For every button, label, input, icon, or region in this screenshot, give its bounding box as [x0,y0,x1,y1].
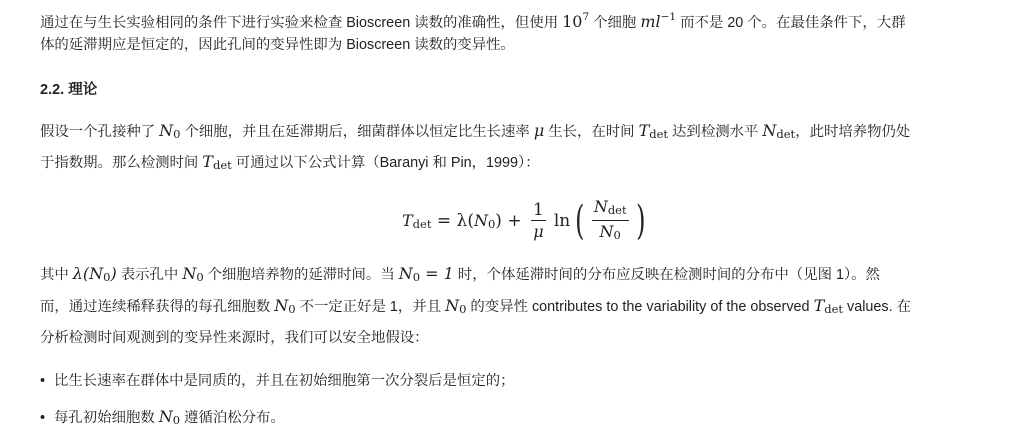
intro-text: 体的延滞期应是恒定的，因此孔间的变异性即为 Bioscreen 读数的变异性。 [40,37,515,53]
formula-N0: N0 [473,211,496,231]
para-text: 达到检测水平 [668,124,763,140]
formula-paren: ( [467,211,474,231]
para-text: 个细胞，并且在延滞期后，细菌群体以恒定比生长速率 [180,124,534,140]
para-text: values. 在 [843,299,912,315]
math-N0: N0 [182,264,204,284]
bullet-dot-icon: • [40,373,46,389]
formula-ln: ln [553,211,571,231]
para-text: 其中 [40,267,73,283]
para2-line-3 [40,328,429,348]
formula-fraction-one-over-mu [531,200,546,242]
para-text: 分析检测时间观测到的变异性来源时，我们可以安全地假设： [40,330,429,346]
para-text: 假设一个孔接种了 [40,124,160,140]
math-N0: N0 [159,121,181,141]
para2-line-1 [40,264,880,287]
list-item [40,371,515,391]
formula-fraction-Ndet-over-N0 [592,197,629,245]
math-Tdet: Tdet [813,296,844,316]
formula-big-paren: ) [635,198,646,244]
math-N0: N0 [445,296,467,316]
fraction-numerator: Ndet [592,197,629,221]
para-text: 的变异性 contributes to the variability of the observed [466,299,814,315]
para-text: 不一定正好是 1，并且 [295,299,446,315]
math-Tdet: Tdet [202,152,232,172]
para2-line-2 [40,296,911,319]
math-Ndet: Ndet [762,121,796,141]
intro-text: 通过在与生长实验相同的条件下进行实验来检查 Bioscreen 读数的准确性，但使用 [40,15,563,31]
para-text: 于指数期。那么检测时间 [40,155,203,171]
para-text: 而，通过连续稀释获得的每孔细胞数 [40,299,275,315]
math-ml-inverse: $ml^{-1}$ [640,11,677,31]
formula-paren: ) [495,211,502,231]
math-N0-equals-one: N0 = 1 [398,264,454,284]
bullet-dot-icon: • [40,410,46,426]
fraction-denominator: N0 [599,222,621,242]
math-N0: N0 [274,296,296,316]
formula-Tdet: Tdet [402,211,432,231]
intro-line-2 [40,35,515,55]
formula-equals: = [431,211,457,231]
para1-line-2 [40,152,540,175]
para-text: 可通过以下公式计算（Baranyi 和 Pin，1999）： [231,155,540,171]
formula-big-paren: ( [575,198,585,244]
para1-line-1 [40,121,910,144]
intro-text: 而不是 20 个。在最佳条件下，大群 [676,15,906,31]
para-text: 时，个体延滞时间的分布应反映在检测时间的分布中（见图 1）。然 [453,267,880,283]
math-mu: μ [533,121,545,140]
math-lambda-N0: λ(N0) [72,264,117,284]
para-text: 个细胞培养物的延滞时间。当 [203,267,399,283]
intro-line-1 [40,7,906,33]
list-item [40,407,285,430]
math-Tdet: Tdet [638,121,669,141]
para-text: 生长，在时间 [544,124,639,140]
math-N0: N0 [158,407,181,427]
formula-plus: + [501,211,527,231]
formula-lambda: λ [456,211,468,231]
list-item-text: 遵循泊松分布。 [180,410,285,426]
section-heading: 2.2. 理论 [40,82,98,98]
fraction-denominator: μ [533,222,544,241]
detection-time-formula [402,195,648,247]
para-text: ，此时培养物仍处 [795,124,911,140]
list-item-text: 每孔初始细胞数 [54,410,159,426]
fraction-numerator: 1 [532,200,544,220]
list-item-text: 比生长速率在群体中是同质的，并且在初始细胞第一次分裂后是恒定的； [54,373,515,389]
math-ten-power-seven: $10^7$ [562,11,590,31]
intro-text: 个细胞 [589,15,641,31]
para-text: 表示孔中 [116,267,183,283]
